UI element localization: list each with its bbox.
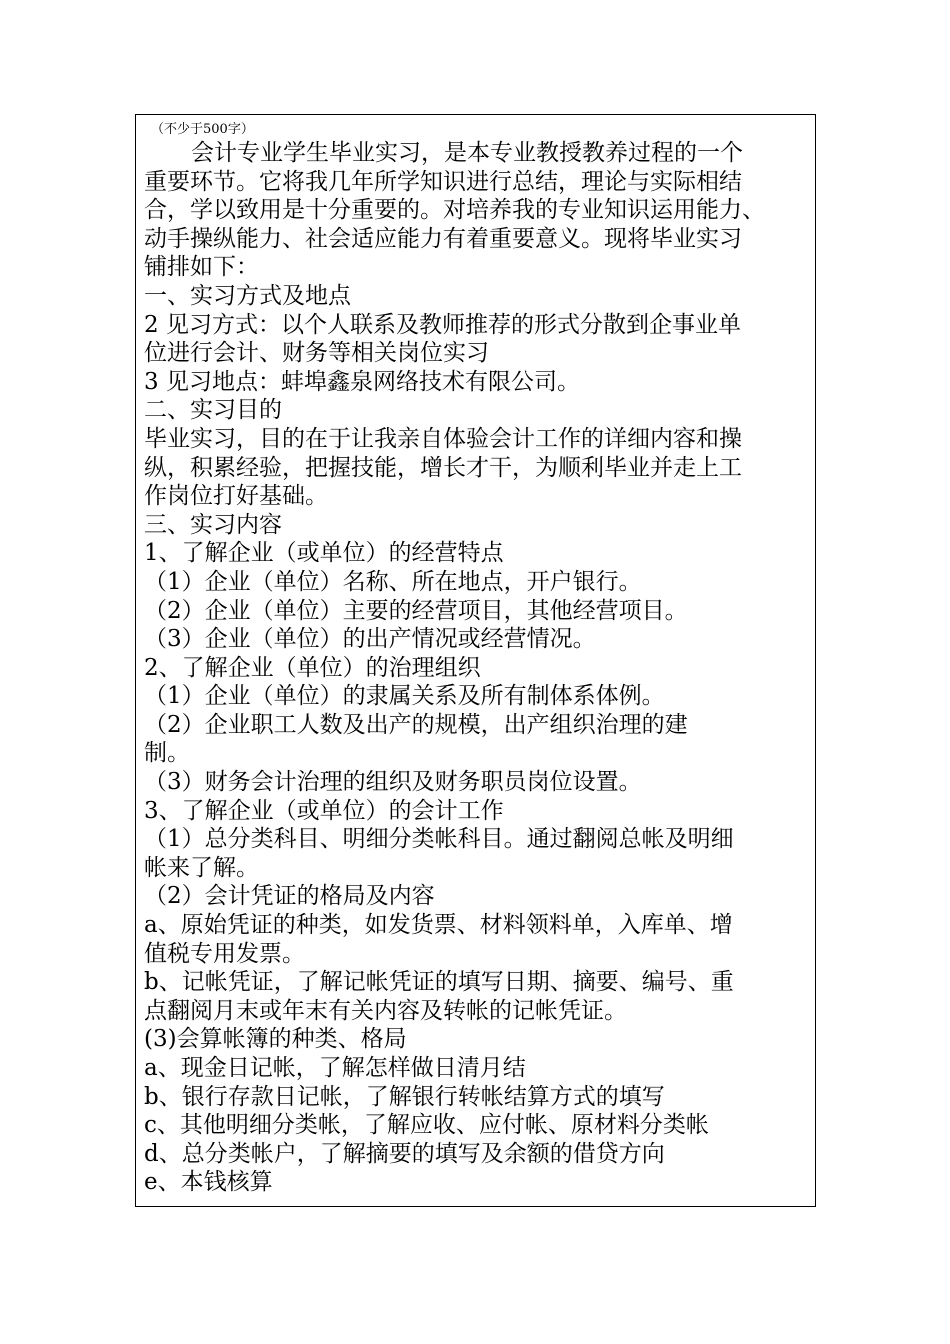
text-line: 合，学以致用是十分重要的。对培养我的专业知识运用能力、: [144, 197, 765, 224]
list-item: b、记帐凭证，了解记帐凭证的填写日期、摘要、编号、重: [144, 969, 734, 996]
section-heading: 二、实习目的: [144, 397, 282, 424]
text-line: 重要环节。它将我几年所学知识进行总结，理论与实际相结: [144, 168, 742, 195]
text-line: 帐来了解。: [144, 854, 259, 881]
list-item: （2）企业职工人数及出产的规模，出产组织治理的建: [144, 711, 688, 738]
section-heading: 一、实习方式及地点: [144, 282, 351, 309]
subsection-heading: 2、了解企业（单位）的治理组织: [144, 654, 481, 681]
text-line: 纵，积累经验，把握技能，增长才干，为顺利毕业并走上工: [144, 454, 742, 481]
list-item: c、其他明细分类帐，了解应收、应付帐、原材料分类帐: [144, 1112, 709, 1139]
document-body: [144, 139, 812, 1197]
text-line: 铺排如下：: [144, 254, 259, 281]
text-line: 动手操纵能力、社会适应能力有着重要意义。现将毕业实习: [144, 225, 742, 252]
list-item: b、银行存款日记帐，了解银行转帐结算方式的填写: [144, 1083, 665, 1110]
list-item: （3）财务会计治理的组织及财务职员岗位设置。: [144, 769, 642, 796]
subsection-heading: 1、了解企业（或单位）的经营特点: [144, 540, 504, 567]
document-frame: [135, 114, 816, 1207]
text-line: 位进行会计、财务等相关岗位实习: [144, 340, 489, 367]
text-line: 制。: [144, 740, 190, 767]
text-line: 3 见习地点：蚌埠鑫泉网络技术有限公司。: [144, 368, 580, 395]
text-line: 值税专用发票。: [144, 940, 305, 967]
list-item: （2）企业（单位）主要的经营项目，其他经营项目。: [144, 597, 688, 624]
list-item: （1）企业（单位）的隶属关系及所有制体系体例。: [144, 683, 665, 710]
text-line: 毕业实习，目的在于让我亲自体验会计工作的详细内容和操: [144, 425, 742, 452]
subsection-heading: 3、了解企业（或单位）的会计工作: [144, 797, 504, 824]
list-item: a、现金日记帐，了解怎样做日清月结: [144, 1055, 526, 1081]
section-heading: 三、实习内容: [144, 511, 282, 538]
list-item: d、总分类帐户，了解摘要的填写及余额的借贷方向: [144, 1140, 665, 1167]
text-line: 作岗位打好基础。: [144, 483, 328, 510]
list-item: （1）企业（单位）名称、所在地点，开户银行。: [144, 568, 642, 595]
list-item: （1）总分类科目、明细分类帐科目。通过翻阅总帐及明细: [144, 826, 734, 853]
list-item: e、本钱核算: [144, 1169, 273, 1196]
text-line: 2 见习方式：以个人联系及教师推荐的形式分散到企事业单: [144, 311, 741, 338]
list-item: a、原始凭证的种类，如发货票、材料领料单，入库单、增: [144, 912, 733, 939]
word-count-note: （不少于500字）: [151, 122, 254, 137]
text-line: 会计专业学生毕业实习，是本专业教授教养过程的一个: [191, 140, 743, 166]
list-item: （3）企业（单位）的出产情况或经营情况。: [144, 626, 596, 653]
list-item: （2）会计凭证的格局及内容: [144, 883, 435, 910]
list-item: (3)会算帐簿的种类、格局: [144, 1026, 407, 1053]
text-line: 点翻阅月末或年末有关内容及转帐的记帐凭证。: [144, 997, 627, 1024]
